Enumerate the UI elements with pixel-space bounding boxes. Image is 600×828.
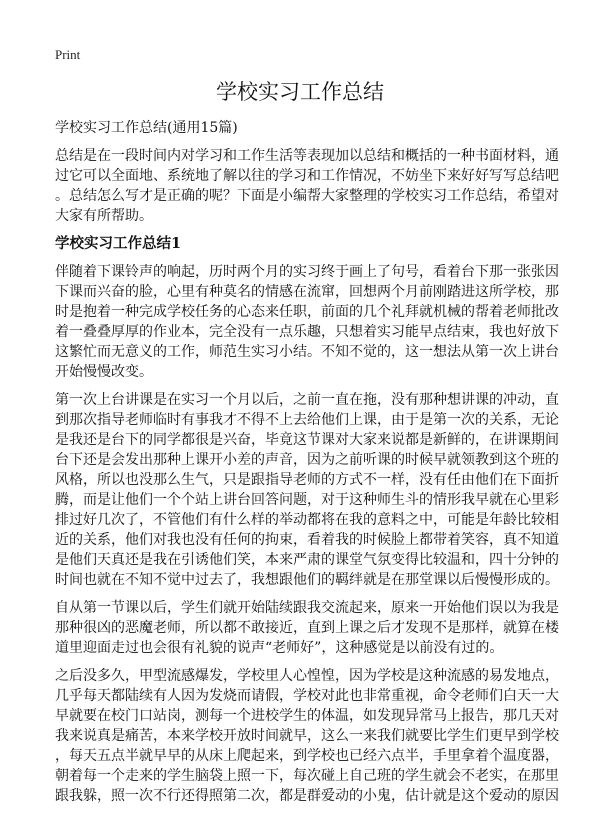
text-line: 开始慢慢改变。 — [55, 364, 153, 380]
text-line: 。总结怎么写才是正确的呢？下面是小编帮大家整理的学校实习工作总结，希望对 — [55, 188, 559, 204]
text-line: 时间也就在不知不觉中过去了，我想跟他们的羁绊就是在那堂课以后慢慢形成的。 — [55, 572, 559, 588]
body-paragraph — [55, 666, 560, 806]
text-line: 排过好几次了，不管他们有什么样的举动都将在我的意料之中，可能是年龄比较相 — [55, 512, 559, 528]
body-paragraph — [55, 390, 560, 590]
text-line: 那种很凶的恶魔老师，所以都不敢接近，直到上课之后才发现不是那样，就算在楼 — [55, 620, 559, 636]
text-line: ，每天五点半就早早的从床上爬起来，到学校也已经六点半，手里拿着个温度器， — [55, 748, 559, 764]
text-line: 几乎每天都陆续有人因为发烧而请假，学校对此也非常重视，命令老师们白天一大 — [55, 688, 559, 704]
text-line: 是我还是台下的同学都很是兴奋，毕竟这节课对大家来说都是新鲜的，在讲课期间 — [55, 432, 559, 448]
text-line: 着一叠叠厚厚的作业本，完全没有一点乐趣，只想着实习能早点结束，我也好放下 — [55, 324, 559, 340]
print-link[interactable]: Print — [55, 47, 81, 62]
text-line: 下课而兴奋的脸，心里有种莫名的情感在流窜，回想两个月前刚踏进这所学校，那 — [55, 284, 559, 300]
text-line: 大家有所帮助。 — [55, 208, 153, 224]
page-title: 学校实习工作总结 — [216, 80, 384, 104]
text-line: 跟我躲，照一次不行还得照第二次，都是群爱动的小鬼，估计就是这个爱动的原因 — [55, 788, 559, 804]
section-heading: 学校实习工作总结1 — [55, 235, 182, 252]
text-line: 是他们天真还是我在引诱他们笑，本来严肃的课堂气氛变得比较温和，四十分钟的 — [55, 552, 559, 568]
text-line: 自从第一节课以后，学生们就开始陆续跟我交流起来，原来一开始他们误以为我是 — [55, 600, 559, 616]
intro-paragraph — [55, 146, 560, 226]
body-paragraph — [55, 262, 560, 382]
text-line: 这繁忙而无意义的工作，师范生实习小结。不知不觉的，这一想法从第一次上讲台 — [55, 344, 559, 360]
text-line: 台下还是会发出那种上课开小差的声音，因为之前听课的时候早就领教到这个班的 — [55, 452, 559, 468]
text-line: 第一次上台讲课是在实习一个月以后，之前一直在拖，没有那种想讲课的冲动，直 — [55, 392, 559, 408]
text-line: 我来说真是痛苦，本来学校开放时间就早，这么一来我们就要比学生们更早到学校 — [55, 728, 559, 744]
text-line: 总结是在一段时间内对学习和工作生活等表现加以总结和概括的一种书面材料，通 — [55, 148, 559, 164]
text-line: 近的关系，他们对我也没有任何的拘束，看着我的时候脸上都带着笑容，真不知道 — [55, 532, 559, 548]
text-line: 时是抱着一种完成学校任务的心态来任职，前面的几个礼拜就机械的帮着老师批改 — [55, 304, 559, 320]
text-line: 伴随着下课铃声的响起，历时两个月的实习终于画上了句号，看着台下那一张张因 — [55, 264, 559, 280]
text-line: 早就要在校门口站岗，测每一个进校学生的体温，如发现异常马上报告，那几天对 — [55, 708, 559, 724]
text-line: 风格，所以也没那么生气，只是跟指导老师的方式不一样，没有任由他们在下面折 — [55, 472, 559, 488]
text-line: 过它可以全面地、系统地了解以往的学习和工作情况，不妨坐下来好好写写总结吧 — [55, 168, 559, 184]
text-line: 朝着每一个走来的学生脑袋上照一下，每次碰上自己班的学生就会不老实，在那里 — [55, 768, 559, 784]
text-line: 腾，而是让他们一个个站上讲台回答问题，对于这种师生斗的情形我早就在心里彩 — [55, 492, 559, 508]
text-line: 道里迎面走过也会很有礼貌的说声“老师好”，这种感觉是以前没有过的。 — [55, 640, 504, 656]
text-line: 到那次指导老师临时有事我才不得不上去给他们上课，由于是第一次的关系，无论 — [55, 412, 559, 428]
document-subtitle: 学校实习工作总结(通用15篇) — [55, 120, 238, 136]
body-paragraph — [55, 598, 560, 658]
text-line: 之后没多久，甲型流感爆发，学校里人心惶惶，因为学校是这种流感的易发地点， — [55, 668, 559, 684]
